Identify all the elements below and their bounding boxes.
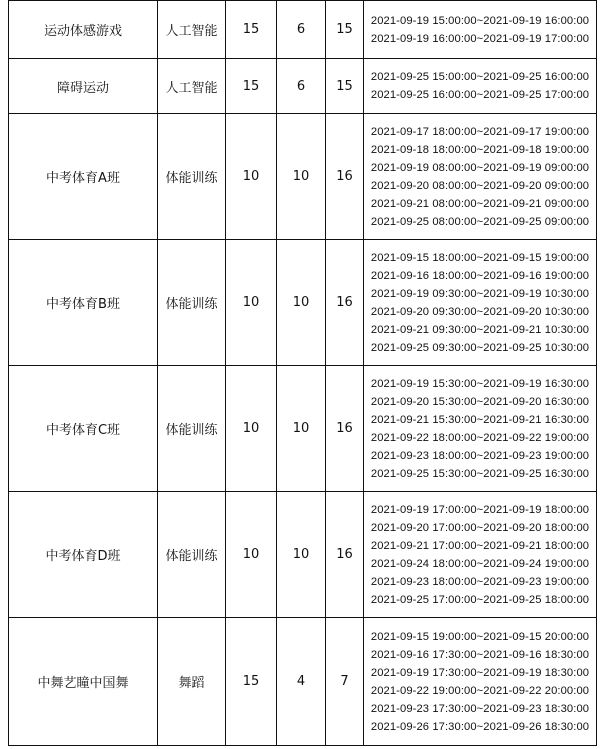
value-cell: 6 (277, 1, 326, 59)
time-slot: 2021-09-19 15:30:00~2021-09-19 16:30:00 (370, 377, 590, 390)
value-cell: 10 (226, 240, 277, 366)
table-row (9, 492, 597, 618)
course-name-cell: 障碍运动 (9, 59, 158, 114)
category-cell: 人工智能 (158, 1, 226, 59)
course-schedule-table (8, 0, 597, 746)
course-name-cell: 中考体育B班 (9, 240, 158, 366)
value-cell: 15 (226, 59, 277, 114)
category-cell: 体能训练 (158, 240, 226, 366)
value-cell: 10 (226, 366, 277, 492)
value-cell: 10 (277, 492, 326, 618)
time-slot: 2021-09-25 17:00:00~2021-09-25 18:00:00 (370, 593, 590, 606)
category-cell: 体能训练 (158, 114, 226, 240)
time-slot: 2021-09-25 15:00:00~2021-09-25 16:00:00 (370, 71, 590, 83)
course-name-cell: 中舞艺瞳中国舞 (9, 618, 158, 746)
time-slot: 2021-09-19 08:00:00~2021-09-19 09:00:00 (370, 161, 590, 174)
time-slot: 2021-09-23 18:00:00~2021-09-23 19:00:00 (370, 449, 590, 462)
course-name-cell: 中考体育A班 (9, 114, 158, 240)
value-cell: 10 (277, 114, 326, 240)
table-row (9, 114, 597, 240)
value-cell: 7 (326, 618, 364, 746)
time-slot: 2021-09-16 17:30:00~2021-09-16 18:30:00 (370, 648, 590, 661)
value-cell: 16 (326, 240, 364, 366)
time-slots-cell (364, 114, 597, 240)
time-slots-cell (364, 59, 597, 114)
time-slot: 2021-09-20 15:30:00~2021-09-20 16:30:00 (370, 395, 590, 408)
course-name-cell: 中考体育C班 (9, 366, 158, 492)
course-name-cell: 中考体育D班 (9, 492, 158, 618)
value-cell: 4 (277, 618, 326, 746)
value-cell: 16 (326, 492, 364, 618)
value-cell: 10 (277, 240, 326, 366)
value-cell: 10 (226, 114, 277, 240)
time-slot: 2021-09-15 18:00:00~2021-09-15 19:00:00 (370, 251, 590, 264)
value-cell: 15 (326, 59, 364, 114)
time-slot: 2021-09-17 18:00:00~2021-09-17 19:00:00 (370, 125, 590, 138)
time-slot: 2021-09-19 17:00:00~2021-09-19 18:00:00 (370, 503, 590, 516)
table-row (9, 618, 597, 746)
value-cell: 10 (277, 366, 326, 492)
time-slot: 2021-09-20 08:00:00~2021-09-20 09:00:00 (370, 179, 590, 192)
time-slot: 2021-09-20 17:00:00~2021-09-20 18:00:00 (370, 521, 590, 534)
time-slots-cell (364, 492, 597, 618)
value-cell: 10 (226, 492, 277, 618)
table-row (9, 366, 597, 492)
time-slot: 2021-09-19 15:00:00~2021-09-19 16:00:00 (370, 14, 590, 27)
value-cell: 6 (277, 59, 326, 114)
time-slot: 2021-09-24 18:00:00~2021-09-24 19:00:00 (370, 557, 590, 570)
time-slot: 2021-09-21 09:30:00~2021-09-21 10:30:00 (370, 323, 590, 336)
time-slots-cell (364, 618, 597, 746)
category-cell: 体能训练 (158, 492, 226, 618)
time-slot: 2021-09-21 15:30:00~2021-09-21 16:30:00 (370, 413, 590, 426)
time-slots-cell (364, 240, 597, 366)
table-row (9, 59, 597, 114)
time-slot: 2021-09-22 19:00:00~2021-09-22 20:00:00 (370, 684, 590, 697)
time-slot: 2021-09-19 17:30:00~2021-09-19 18:30:00 (370, 666, 590, 679)
category-cell: 体能训练 (158, 366, 226, 492)
time-slot: 2021-09-16 18:00:00~2021-09-16 19:00:00 (370, 269, 590, 282)
value-cell: 16 (326, 366, 364, 492)
value-cell: 15 (226, 1, 277, 59)
category-cell: 人工智能 (158, 59, 226, 114)
time-slot: 2021-09-15 19:00:00~2021-09-15 20:00:00 (370, 630, 590, 643)
time-slot: 2021-09-23 18:00:00~2021-09-23 19:00:00 (370, 575, 590, 588)
course-name-cell: 运动体感游戏 (9, 1, 158, 59)
category-cell: 舞蹈 (158, 618, 226, 746)
time-slot: 2021-09-23 17:30:00~2021-09-23 18:30:00 (370, 702, 590, 715)
time-slot: 2021-09-26 17:30:00~2021-09-26 18:30:00 (370, 720, 590, 733)
time-slot: 2021-09-25 16:00:00~2021-09-25 17:00:00 (370, 89, 590, 101)
table-row (9, 240, 597, 366)
time-slot: 2021-09-21 08:00:00~2021-09-21 09:00:00 (370, 197, 590, 210)
value-cell: 16 (326, 114, 364, 240)
time-slot: 2021-09-21 17:00:00~2021-09-21 18:00:00 (370, 539, 590, 552)
time-slot: 2021-09-19 16:00:00~2021-09-19 17:00:00 (370, 32, 590, 45)
time-slot: 2021-09-25 09:30:00~2021-09-25 10:30:00 (370, 341, 590, 354)
value-cell: 15 (226, 618, 277, 746)
time-slot: 2021-09-18 18:00:00~2021-09-18 19:00:00 (370, 143, 590, 156)
time-slot: 2021-09-25 08:00:00~2021-09-25 09:00:00 (370, 215, 590, 228)
time-slots-cell (364, 1, 597, 59)
table-row (9, 1, 597, 59)
time-slots-cell (364, 366, 597, 492)
time-slot: 2021-09-25 15:30:00~2021-09-25 16:30:00 (370, 467, 590, 480)
time-slot: 2021-09-22 18:00:00~2021-09-22 19:00:00 (370, 431, 590, 444)
value-cell: 15 (326, 1, 364, 59)
time-slot: 2021-09-19 09:30:00~2021-09-19 10:30:00 (370, 287, 590, 300)
time-slot: 2021-09-20 09:30:00~2021-09-20 10:30:00 (370, 305, 590, 318)
